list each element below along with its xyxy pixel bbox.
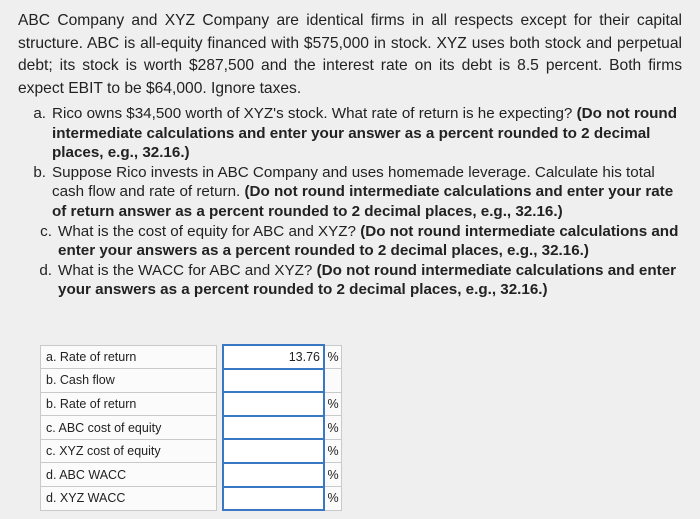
problem-statement: ABC Company and XYZ Company are identical firms in all respects except for their capital structure. ABC is all-equity financed with $575,000 in stock. XYZ uses both stock and perpetual debt; its stock is worth $287,500 and the interest rate on its debt is 8.5 percent. Both firms expect EBIT to be $64,000. Ignore taxes.: [18, 12, 682, 97]
answer-row-c-xyz: [41, 439, 342, 463]
question-text: What is the cost of equity for ABC and XYZ?: [58, 222, 356, 240]
rate-of-return-input[interactable]: 13.76: [223, 345, 324, 369]
question-a: [24, 104, 680, 163]
row-label: c. XYZ cost of equity: [41, 439, 217, 463]
question-letter: c.: [40, 222, 52, 240]
abc-cost-of-equity-input[interactable]: [223, 416, 324, 440]
question-d: [30, 261, 680, 300]
question-b: [24, 163, 680, 222]
question-instruction: (Do not round intermediate calculations and enter your rate of return answer as a percent rounded to 2 decimal places, e.g., 32.16.): [52, 183, 674, 220]
answer-row-d-xyz: [41, 487, 342, 511]
unit-cell: [324, 369, 342, 393]
percent-unit: %: [324, 392, 342, 416]
row-label: a. Rate of return: [41, 345, 217, 369]
percent-unit: %: [324, 487, 342, 511]
row-label: d. ABC WACC: [41, 463, 217, 487]
percent-unit: %: [324, 439, 342, 463]
row-label: c. ABC cost of equity: [41, 416, 217, 440]
row-label: b. Rate of return: [41, 392, 217, 416]
answer-row-b-rate: [41, 392, 342, 416]
answer-row-d-abc: [41, 463, 342, 487]
percent-unit: %: [324, 416, 342, 440]
answer-table: [40, 344, 342, 511]
question-letter: d.: [39, 261, 52, 279]
question-list: [24, 104, 680, 300]
question-c: [30, 222, 680, 261]
answer-row-a-rate: [41, 345, 342, 369]
question-letter: a.: [33, 105, 46, 122]
cash-flow-input[interactable]: [223, 369, 324, 393]
rate-of-return-b-input[interactable]: [223, 392, 324, 416]
question-instruction: (Do not round intermediate calculations and enter your answers as a percent rounded to 2 decimal places, e.g., 32.16.): [58, 261, 677, 299]
question-instruction: (Do not round intermediate calculations and enter your answer as a percent rounded to 2 decimal places, e.g., 32.16.): [52, 105, 677, 162]
question-text: What is the WACC for ABC and XYZ?: [58, 261, 313, 279]
question-letter: b.: [33, 163, 46, 181]
question-text: Suppose Rico invests in ABC Company and uses homemade leverage. Calculate his total cash flow and rate of return.: [52, 163, 655, 201]
row-label: b. Cash flow: [41, 369, 217, 393]
question-text: Rico owns $34,500 worth of XYZ's stock. What rate of return is he expecting?: [52, 105, 573, 122]
answer-row-c-abc: [41, 416, 342, 440]
row-label: d. XYZ WACC: [41, 487, 217, 511]
abc-wacc-input[interactable]: [223, 463, 324, 487]
xyz-wacc-input[interactable]: [223, 487, 324, 511]
question-instruction: (Do not round intermediate calculations and enter your answers as a percent rounded to 2 decimal places, e.g., 32.16.): [58, 222, 679, 260]
xyz-cost-of-equity-input[interactable]: [223, 439, 324, 463]
percent-unit: %: [324, 463, 342, 487]
percent-unit: %: [324, 345, 342, 369]
answer-row-b-cashflow: [41, 369, 342, 393]
